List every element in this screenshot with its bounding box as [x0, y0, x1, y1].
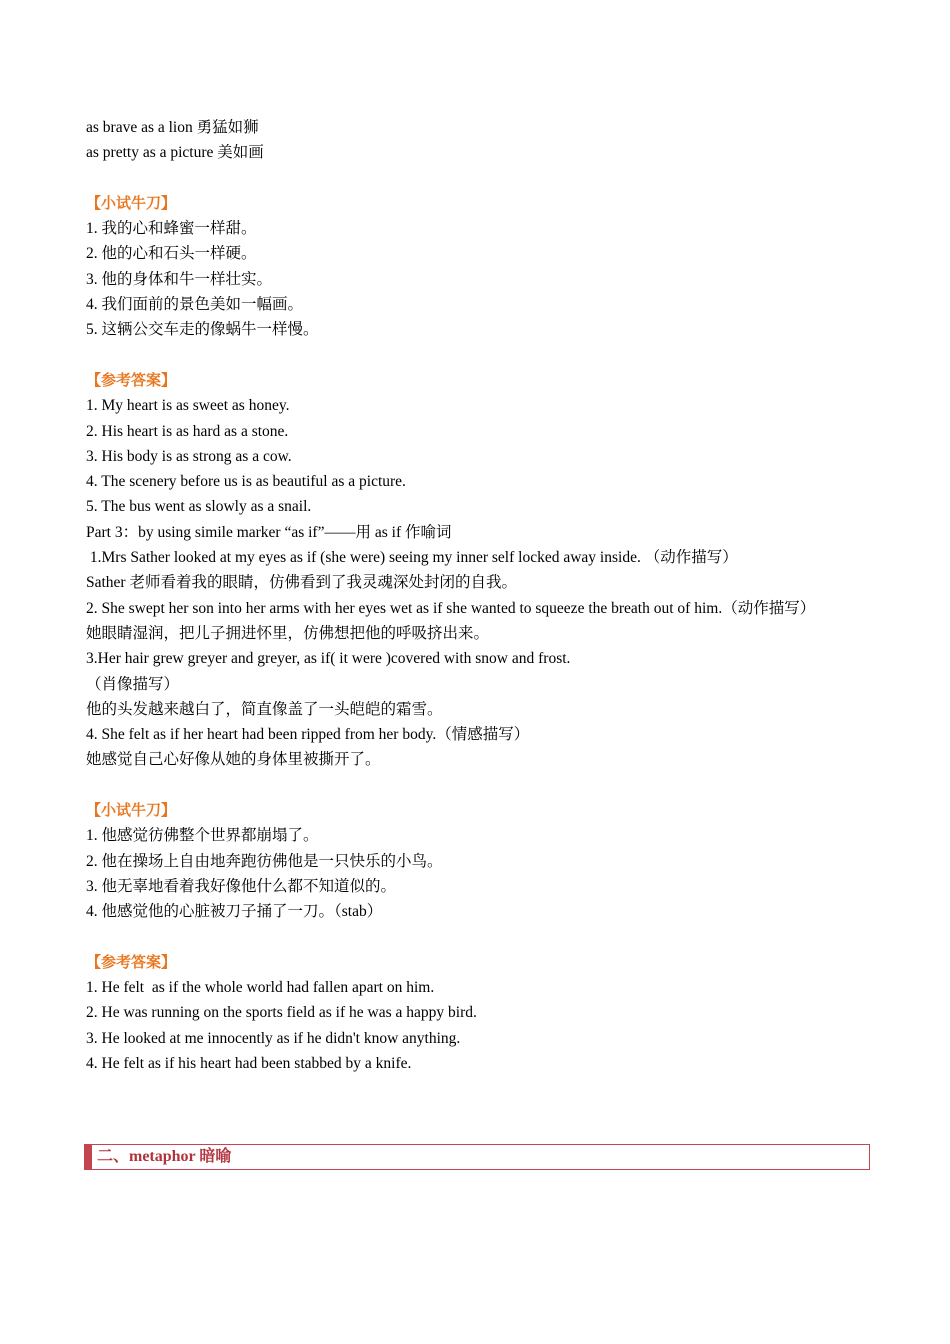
intro-line: as pretty as a picture 美如画 — [86, 144, 264, 162]
practice-item: 4. 他感觉他的心脏被刀子捅了一刀。（stab） — [86, 903, 383, 921]
practice-item: 3. 他的身体和牛一样壮实。 — [86, 270, 273, 288]
document-body — [86, 115, 876, 1076]
answer-item: 1. My heart is as sweet as honey. — [86, 397, 290, 415]
answers-heading: 【参考答案】 — [86, 370, 177, 389]
answers-heading: 【参考答案】 — [86, 952, 177, 971]
answer-item: 4. He felt as if his heart had been stabbed by a knife. — [86, 1054, 412, 1072]
practice-item: 1. 我的心和蜂蜜一样甜。 — [86, 220, 257, 238]
practice-item: 3. 他无辜地看着我好像他什么都不知道似的。 — [86, 877, 397, 895]
answer-item: 3. He looked at me innocently as if he didn't know anything. — [86, 1029, 461, 1047]
practice-item: 4. 我们面前的景色美如一幅画。 — [86, 296, 304, 314]
answer-item: 2. His heart is as hard as a stone. — [86, 422, 289, 440]
part3-translation: 他的头发越来越白了，简直像盖了一头皑皑的霜雪。 — [86, 700, 443, 718]
section-accent-bar — [85, 1145, 92, 1169]
practice-heading: 【小试牛刀】 — [86, 801, 177, 820]
part3-translation: 她感觉自己心好像从她的身体里被撕开了。 — [86, 751, 381, 769]
part3-translation: 她眼睛湿润，把儿子拥进怀里，仿佛想把他的呼吸挤出来。 — [86, 624, 490, 642]
practice-item: 2. 他在操场上自由地奔跑彷佛他是一只快乐的小鸟。 — [86, 852, 443, 870]
section-header-metaphor — [84, 1144, 870, 1170]
part3-example: 4. She felt as if her heart had been ripped from her body.（情感描写） — [86, 726, 530, 744]
part3-example: 2. She swept her son into her arms with her eyes wet as if she wanted to squeeze the breath out of him.（动作描写） — [86, 599, 816, 617]
answer-item: 3. His body is as strong as a cow. — [86, 447, 292, 465]
section-title: 二、metaphor 暗喻 — [97, 1148, 232, 1165]
answer-item: 1. He felt as if the whole world had fallen apart on him. — [86, 979, 435, 997]
part3-example: 3.Her hair grew greyer and greyer, as if( it were )covered with snow and frost. — [86, 650, 571, 668]
practice-item: 5. 这辆公交车走的像蜗牛一样慢。 — [86, 321, 319, 339]
answer-item: 2. He was running on the sports field as if he was a happy bird. — [86, 1004, 477, 1022]
practice-heading: 【小试牛刀】 — [86, 193, 177, 212]
intro-line: as brave as a lion 勇猛如狮 — [86, 119, 259, 136]
answer-item: 5. The bus went as slowly as a snail. — [86, 498, 312, 516]
practice-item: 2. 他的心和石头一样硬。 — [86, 245, 257, 263]
part3-example: 1.Mrs Sather looked at my eyes as if (she were) seeing my inner self locked away inside. （动作描写） — [86, 549, 738, 567]
answer-item: 4. The scenery before us is as beautiful as a picture. — [86, 473, 406, 491]
part3-note: （肖像描写） — [86, 675, 180, 693]
practice-item: 1. 他感觉彷佛整个世界都崩塌了。 — [86, 827, 319, 845]
part3-translation: Sather 老师看着我的眼睛，仿佛看到了我灵魂深处封闭的自我。 — [86, 574, 517, 592]
part3-title: Part 3：by using simile marker “as if”——用 as if 作喻词 — [86, 523, 452, 541]
